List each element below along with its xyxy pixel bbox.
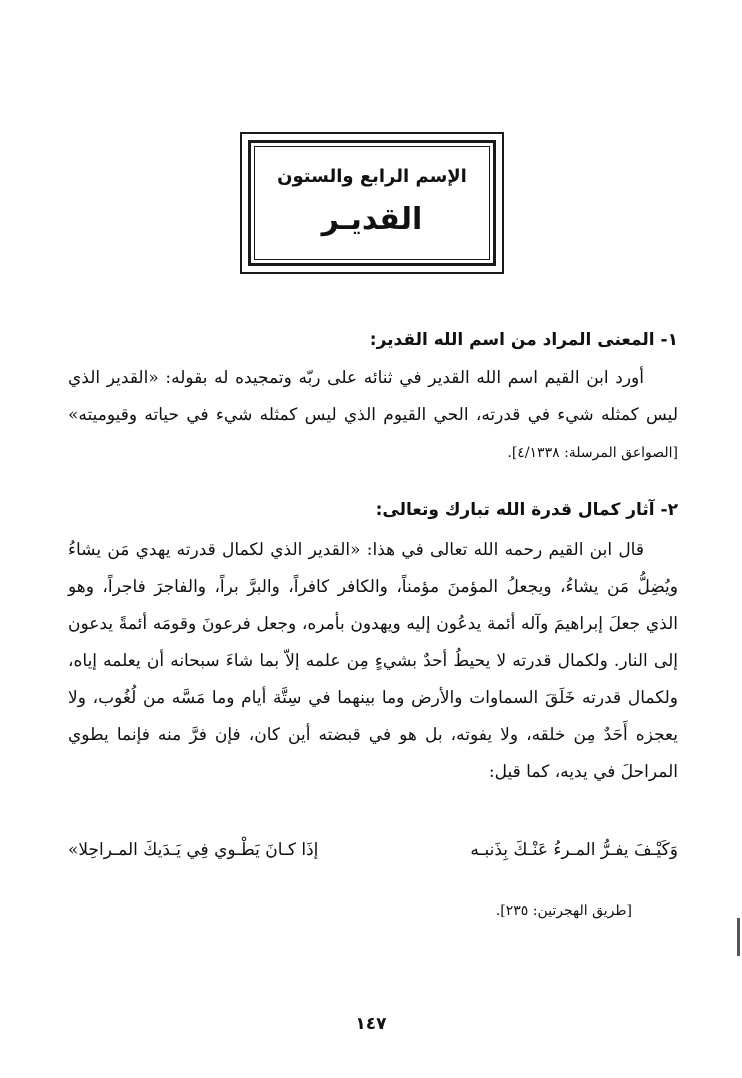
page-number: ١٤٧ — [355, 1014, 387, 1034]
reference-citation: [طريق الهجرتين: ٢٣٥]. — [495, 903, 632, 919]
chapter-label: الإسم الرابع والستون — [277, 166, 467, 187]
section-1 — [68, 326, 678, 472]
section-2-paragraph: قال ابن القيم رحمه الله تعالى في هذا: «القدير الذي لكمال قدرته يهدي مَن يشاءُ ويُضِلُّ مَن يشاءُ، ويجعلُ المؤمنَ مؤمناً، والكافر كافراً، والبرَّ براً، والفاجرَ فاجراً، وهو الذي جعلَ إبراهيمَ وآله أئمة يدعُون إليه ويهدون بأمره، وجعل فرعونَ وقومَه أئمةً يدعون إلى النار. ولكمال قدرته لا يحيطُ أحدٌ بشيءٍ مِن علمه إلاّ بما شاءَ سبحانه أن يعلمه إياه، ولكمال قدرته خَلَقَ السماوات والأرض وما بينهما في سِتَّة أيام وما مَسَّه من لُغُوب، ولا يعجزه أَحَدٌ مِن خلقه، ولا يفوته، بل هو في قبضته أين كان، فإن فرَّ منه فإنما يطوي المراحلَ في يديه، كما قيل: — [68, 540, 678, 782]
chapter-title-frame — [240, 132, 504, 274]
scan-edge-mark — [737, 918, 740, 956]
poem-first-hemistich: وَكَيْـفَ يفـرُّ المـرءُ عَنْـكَ بِذَنبـه — [470, 840, 678, 860]
chapter-name: القديـر — [321, 202, 423, 237]
section-1-paragraph — [68, 360, 678, 472]
section-1-text: أورد ابن القيم اسم الله القدير في ثنائه على ربّه وتمجيده له بقوله: «القدير الذي ليس كمثله شيء في قدرته، الحي القيوم الذي ليس كمثله شيء في حياته وقيوميته» — [68, 368, 678, 425]
section-2-heading: ٢- آثار كمال قدرة الله تبارك وتعالى: — [375, 500, 678, 520]
section-2 — [68, 496, 678, 791]
poem-verse — [68, 832, 678, 868]
section-1-citation: [الصواعق المرسلة: ٤/١٣٣٨]. — [507, 445, 678, 461]
section-1-heading: ١- المعنى المراد من اسم الله القدير: — [369, 330, 678, 350]
poem-second-hemistich: إذَا كـانَ يَطْـوي فِي يَـدَيكَ المـراحِلا» — [68, 840, 319, 860]
